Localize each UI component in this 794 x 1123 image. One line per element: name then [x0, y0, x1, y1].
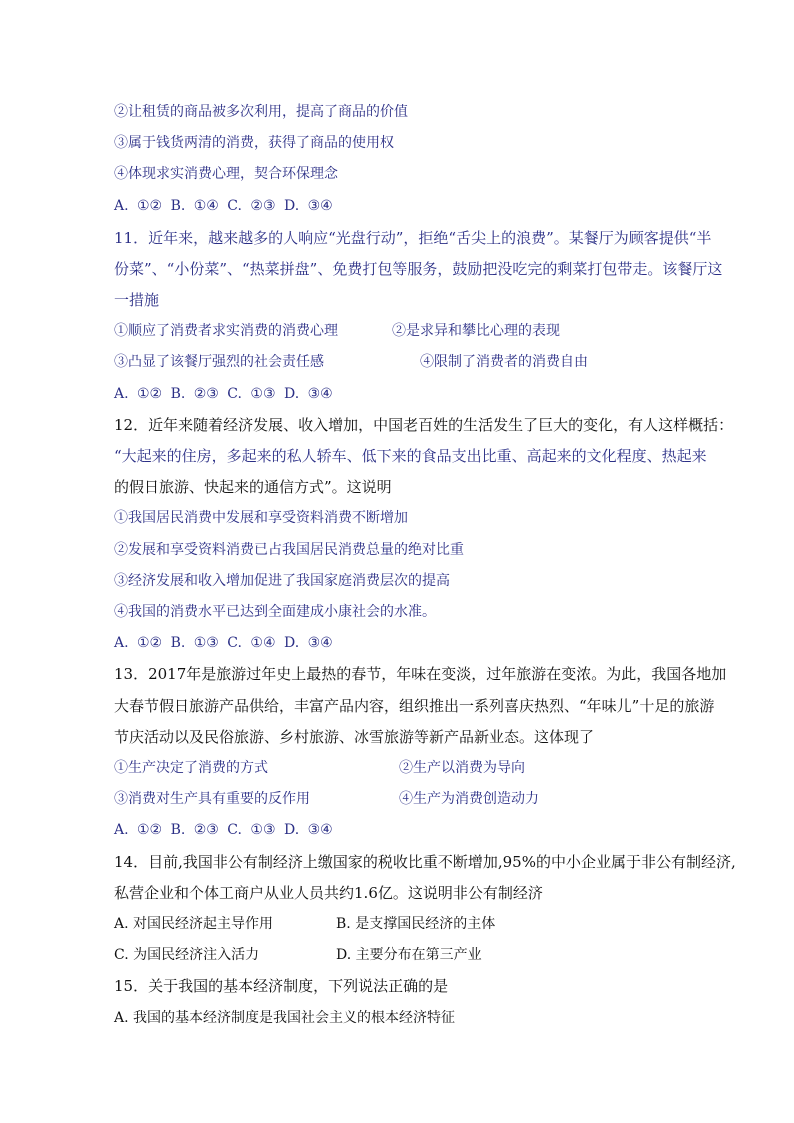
option-line: C. 为国民经济注入活力	[114, 947, 260, 963]
option-line: D. 主要分布在第三产业	[336, 947, 482, 963]
option-line: ②是求异和攀比心理的表现	[392, 323, 560, 339]
option-line: ②生产以消费为导向	[399, 760, 525, 776]
question-14-text: 14．目前,我国非公有制经济上缴国家的税收比重不断增加,95%的中小企业属于非公有制经济,	[114, 853, 736, 871]
question-14-text: 私营企业和个体工商户从业人员共约1.6亿。这说明非公有制经济	[114, 884, 543, 902]
option-line: ④我国的消费水平已达到全面建成小康社会的水准。	[114, 604, 436, 620]
option-line: ③消费对生产具有重要的反作用	[114, 791, 310, 807]
question-12-text: “大起来的住房，多起来的私人轿车、低下来的食品支出比重、高起来的文化程度、热起来	[114, 447, 707, 465]
option-line: ④生产为消费创造动力	[399, 791, 539, 807]
question-12-text: 的假日旅游、快起来的通信方式”。这说明	[114, 478, 392, 496]
option-line: ④限制了消费者的消费自由	[420, 354, 588, 370]
option-line: ④体现求实消费心理，契合环保理念	[114, 166, 338, 182]
option-line: A. 我国的基本经济制度是我国社会主义的根本经济特征	[114, 1010, 456, 1026]
question-13-text: 大春节假日旅游产品供给，丰富产品内容，组织推出一系列喜庆热烈、“年味儿”十足的旅游	[114, 697, 715, 715]
answer-choices: A. ①② B. ②③ C. ①③ D. ③④	[114, 822, 333, 838]
question-12-text: 12．近年来随着经济发展、收入增加，中国老百姓的生活发生了巨大的变化，有人这样概括：	[114, 416, 734, 434]
question-11-text: 一措施	[114, 291, 160, 309]
option-line: A. 对国民经济起主导作用	[114, 916, 274, 932]
option-line: ③经济发展和收入增加促进了我国家庭消费层次的提高	[114, 573, 450, 589]
answer-choices: A. ①② B. ①③ C. ①④ D. ③④	[114, 635, 333, 651]
option-line: ①我国居民消费中发展和享受资料消费不断增加	[114, 510, 408, 526]
answer-choices: A. ①② B. ②③ C. ①③ D. ③④	[114, 386, 333, 402]
option-line: ①顺应了消费者求实消费的消费心理	[114, 323, 338, 339]
question-15-text: 15．关于我国的基本经济制度，下列说法正确的是	[114, 977, 449, 995]
option-line: ③凸显了该餐厅强烈的社会责任感	[114, 354, 324, 370]
question-13-text: 节庆活动以及民俗旅游、乡村旅游、冰雪旅游等新产品新业态。这体现了	[114, 728, 595, 746]
question-13-text: 13．2017年是旅游过年史上最热的春节，年味在变淡，过年旅游在变浓。为此，我国各地加	[114, 665, 727, 683]
option-line: ②让租赁的商品被多次利用，提高了商品的价值	[114, 104, 408, 120]
answer-choices: A. ①② B. ①④ C. ②③ D. ③④	[114, 198, 333, 214]
question-11-text: 份菜”、“小份菜”、“热菜拼盘”、免费打包等服务，鼓励把没吃完的剩菜打包带走。该餐厅这	[114, 260, 723, 278]
option-line: B. 是支撑国民经济的主体	[336, 916, 496, 932]
option-line: ①生产决定了消费的方式	[114, 760, 268, 776]
option-line: ③属于钱货两清的消费，获得了商品的使用权	[114, 135, 394, 151]
question-11-text: 11．近年来，越来越多的人响应“光盘行动”，拒绝“舌尖上的浪费”。某餐厅为顾客提供“半	[114, 229, 712, 247]
option-line: ②发展和享受资料消费已占我国居民消费总量的绝对比重	[114, 542, 464, 558]
